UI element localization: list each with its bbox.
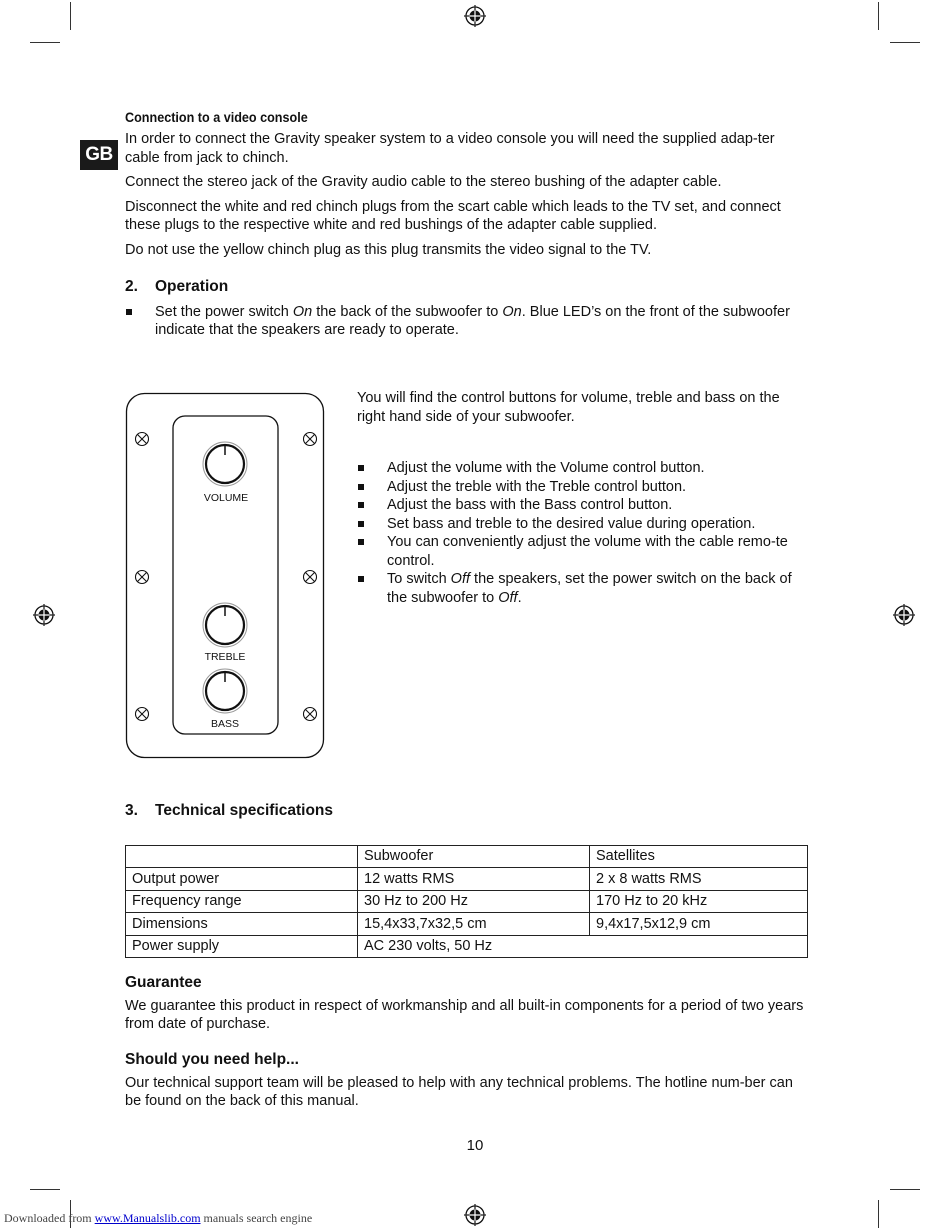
text: .	[517, 589, 522, 606]
registration-mark-icon	[464, 1204, 486, 1226]
section-title: Technical specifications	[155, 802, 334, 819]
list-item: Adjust the volume with the Volume control button.	[357, 459, 809, 478]
download-footer	[4, 1209, 312, 1228]
registration-mark-icon	[893, 604, 915, 626]
crop-mark	[890, 42, 920, 43]
guarantee-section	[125, 974, 809, 1040]
paragraph: We guarantee this product in respect of workmanship and all built-in components for a period of two years from date of purchase.	[125, 997, 804, 1032]
paragraph: You will find the control buttons for volume, treble and bass on the right hand side of your subwoofer.	[357, 390, 780, 425]
section-heading	[125, 802, 809, 821]
table-cell: Power supply	[126, 935, 358, 957]
section-title: Operation	[155, 278, 229, 295]
emphasis: Off	[450, 571, 471, 587]
crop-mark	[70, 2, 71, 30]
text: . Blue LED’s on the front of the subwoofer indicate that the speakers are ready to operate.	[155, 303, 790, 338]
table-cell: Subwoofer	[358, 846, 590, 868]
screw-icon	[136, 433, 149, 446]
table-cell	[126, 846, 358, 868]
paragraph: In order to connect the Gravity speaker system to a video console you will need the supplied adap-ter cable from jack to chinch.	[125, 131, 775, 166]
treble-label: TREBLE	[204, 651, 246, 663]
list-item: Set bass and treble to the desired value during operation.	[357, 515, 809, 534]
help-heading: Should you need help...	[125, 1051, 299, 1068]
section-number: 3.	[125, 802, 138, 819]
paragraph: Connect the stereo jack of the Gravity audio cable to the stereo bushing of the adapter cable.	[125, 174, 722, 190]
table-cell: 12 watts RMS	[358, 868, 590, 890]
table-row	[126, 890, 808, 912]
footer-prefix: Downloaded from	[4, 1211, 95, 1225]
table-cell: Output power	[126, 868, 358, 890]
paragraph: Do not use the yellow chinch plug as this plug transmits the video signal to the TV.	[125, 241, 652, 258]
paragraph: Disconnect the white and red chinch plugs from the scart cable which leads to the TV set, and connect these plugs to the respective white and red bushings of the adapter cable supplied.	[125, 198, 781, 233]
table-cell: 15,4x33,7x32,5 cm	[358, 913, 590, 935]
screw-icon	[304, 433, 317, 446]
section-number: 2.	[125, 278, 138, 295]
table-cell: Dimensions	[126, 913, 358, 935]
volume-knob-icon	[203, 442, 247, 486]
guarantee-heading: Guarantee	[125, 974, 202, 991]
table-cell: 30 Hz to 200 Hz	[358, 890, 590, 912]
control-panel-diagram	[125, 392, 325, 760]
list-item: You can conveniently adjust the volume with the cable remo-te control.	[357, 533, 809, 570]
list-item	[357, 570, 809, 607]
section-heading	[125, 278, 809, 297]
text: the speakers, set the power switch on the back of the subwoofer to	[387, 571, 792, 606]
language-tab: GB	[80, 140, 118, 170]
controls-text	[357, 389, 809, 607]
treble-knob-icon	[203, 603, 247, 647]
crop-mark	[30, 42, 60, 43]
screw-icon	[136, 571, 149, 584]
volume-label: VOLUME	[203, 492, 249, 504]
list-item: Adjust the bass with the Bass control button.	[357, 496, 809, 515]
table-row	[126, 913, 808, 935]
manualslib-link[interactable]: www.Manualslib.com	[94, 1211, 201, 1225]
table-cell: Frequency range	[126, 890, 358, 912]
table-row	[126, 868, 808, 890]
table-cell: 2 x 8 watts RMS	[590, 868, 808, 890]
registration-mark-icon	[464, 5, 486, 27]
registration-mark-icon	[33, 604, 55, 626]
crop-mark	[878, 1200, 879, 1228]
specs-table	[125, 845, 808, 958]
table-cell: Satellites	[590, 846, 808, 868]
emphasis: Off	[498, 589, 518, 606]
table-cell: AC 230 volts, 50 Hz	[358, 935, 808, 957]
screw-icon	[136, 708, 149, 721]
screw-icon	[304, 571, 317, 584]
crop-mark	[30, 1189, 60, 1190]
emphasis: On	[292, 303, 313, 320]
help-section	[125, 1051, 809, 1117]
table-row	[126, 935, 808, 957]
screw-icon	[304, 708, 317, 721]
footer-suffix: manuals search engine	[200, 1211, 313, 1225]
list-item	[125, 303, 809, 340]
emphasis: On	[502, 303, 522, 320]
text: the back of the subwoofer to	[312, 303, 503, 320]
table-header-row	[126, 846, 808, 868]
text: To switch	[387, 571, 451, 587]
text: Set the power switch	[155, 303, 293, 320]
operation-section	[125, 278, 809, 340]
connection-heading: Connection to a video console	[125, 109, 308, 125]
table-cell: 170 Hz to 20 kHz	[590, 890, 808, 912]
crop-mark	[878, 2, 879, 30]
list-item: Adjust the treble with the Treble control button.	[357, 478, 809, 497]
crop-mark	[890, 1189, 920, 1190]
bass-knob-icon	[203, 669, 247, 713]
connection-section	[125, 108, 809, 265]
page-number: 10	[466, 1137, 484, 1154]
paragraph: Our technical support team will be pleased to help with any technical problems. The hotline num-ber can be found on the back of this manual.	[125, 1074, 793, 1109]
table-cell: 9,4x17,5x12,9 cm	[590, 913, 808, 935]
bass-label: BASS	[210, 718, 240, 730]
